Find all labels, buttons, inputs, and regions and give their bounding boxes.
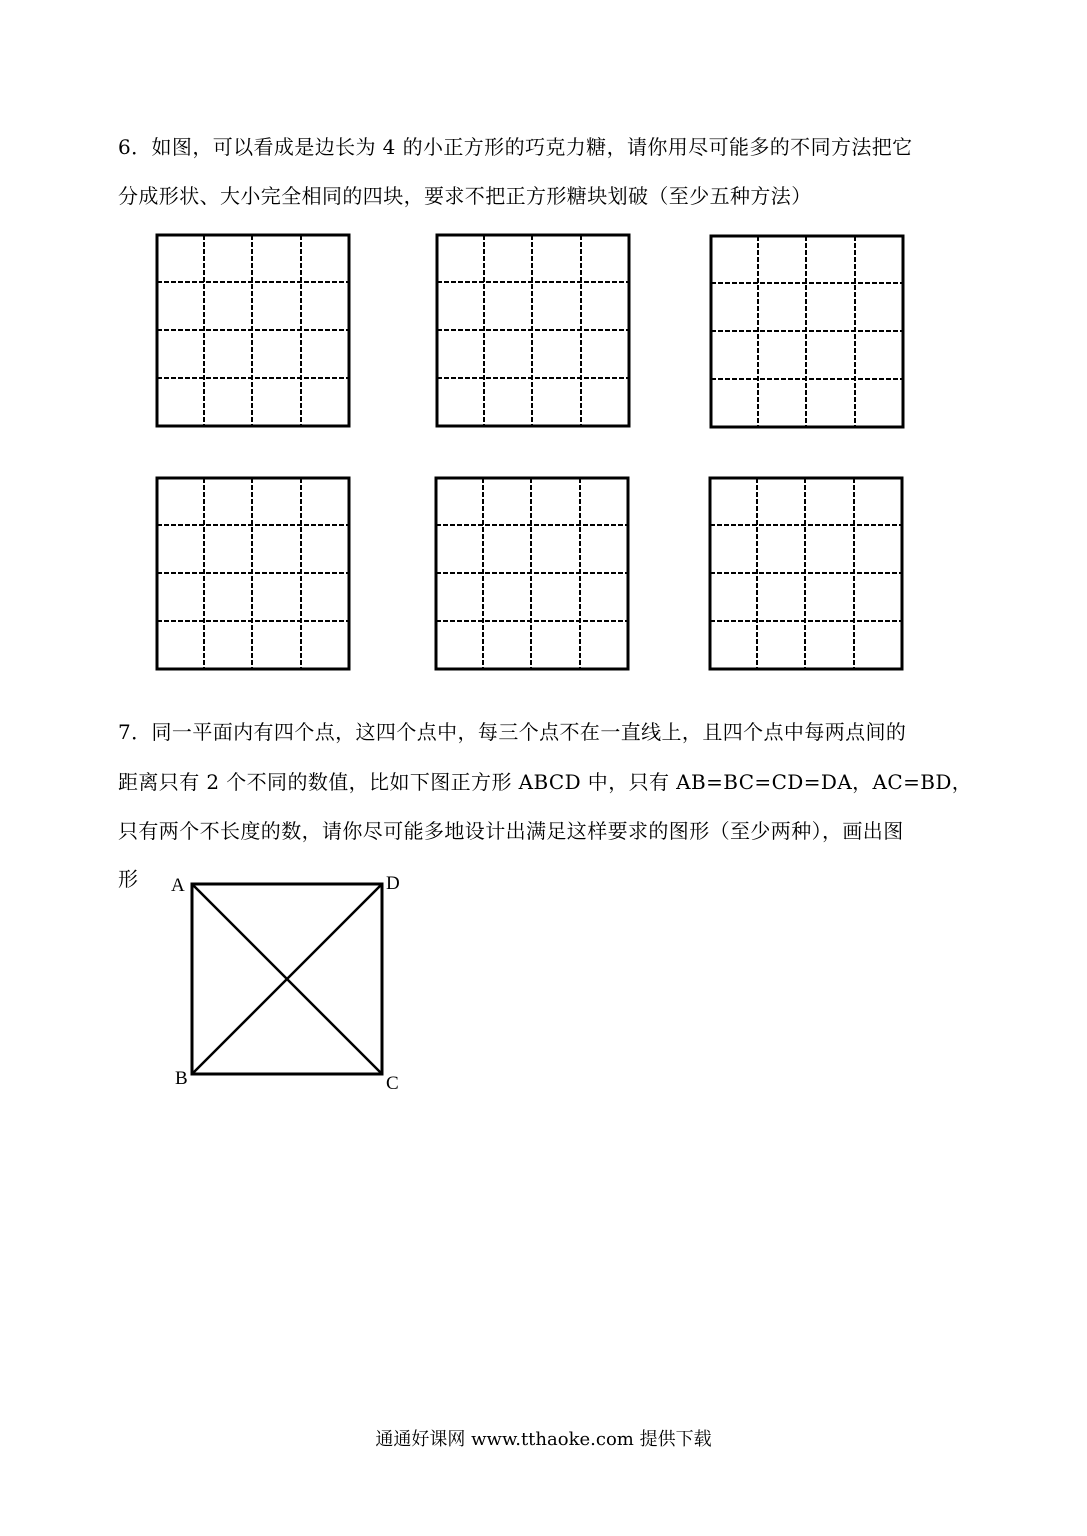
problem7-line4: 形 bbox=[118, 867, 139, 891]
chocolate-grid-2 bbox=[435, 233, 631, 428]
chocolate-grid-1 bbox=[155, 233, 351, 428]
chocolate-grid-3 bbox=[709, 234, 905, 429]
grid-cell-lines bbox=[711, 236, 903, 427]
vertex-label-b: B bbox=[175, 1068, 188, 1089]
problem7-line2: 距离只有 2 个不同的数值，比如下图正方形 ABCD 中，只有 AB=BC=CD=DA，AC=BD， bbox=[118, 770, 973, 794]
problem6-line1: 6．如图，可以看成是边长为 4 的小正方形的巧克力糖，请你用尽可能多的不同方法把它 bbox=[118, 135, 913, 159]
grid-cell-lines bbox=[157, 235, 349, 426]
problem7-line1: 7．同一平面内有四个点，这四个点中，每三个点不在一直线上，且四个点中每两点间的 bbox=[118, 720, 907, 744]
square-abcd-figure bbox=[185, 878, 387, 1080]
chocolate-grid-5 bbox=[434, 476, 630, 671]
problem7-line3: 只有两个不长度的数，请你尽可能多地设计出满足这样要求的图形（至少两种），画出图 bbox=[118, 819, 904, 843]
chocolate-grid-4 bbox=[155, 476, 351, 671]
problem6-line2: 分成形状、大小完全相同的四块，要求不把正方形糖块划破（至少五种方法） bbox=[118, 184, 812, 208]
grid-cell-lines bbox=[710, 478, 902, 669]
grid-cell-lines bbox=[437, 235, 629, 426]
grid-cell-lines bbox=[436, 478, 628, 669]
vertex-label-a: A bbox=[171, 875, 185, 896]
page-footer: 通通好课网 www.tthaoke.com 提供下载 bbox=[375, 1429, 712, 1450]
chocolate-grid-6 bbox=[708, 476, 904, 671]
vertex-label-d: D bbox=[386, 873, 400, 894]
grid-cell-lines bbox=[157, 478, 349, 669]
vertex-label-c: C bbox=[386, 1073, 399, 1094]
